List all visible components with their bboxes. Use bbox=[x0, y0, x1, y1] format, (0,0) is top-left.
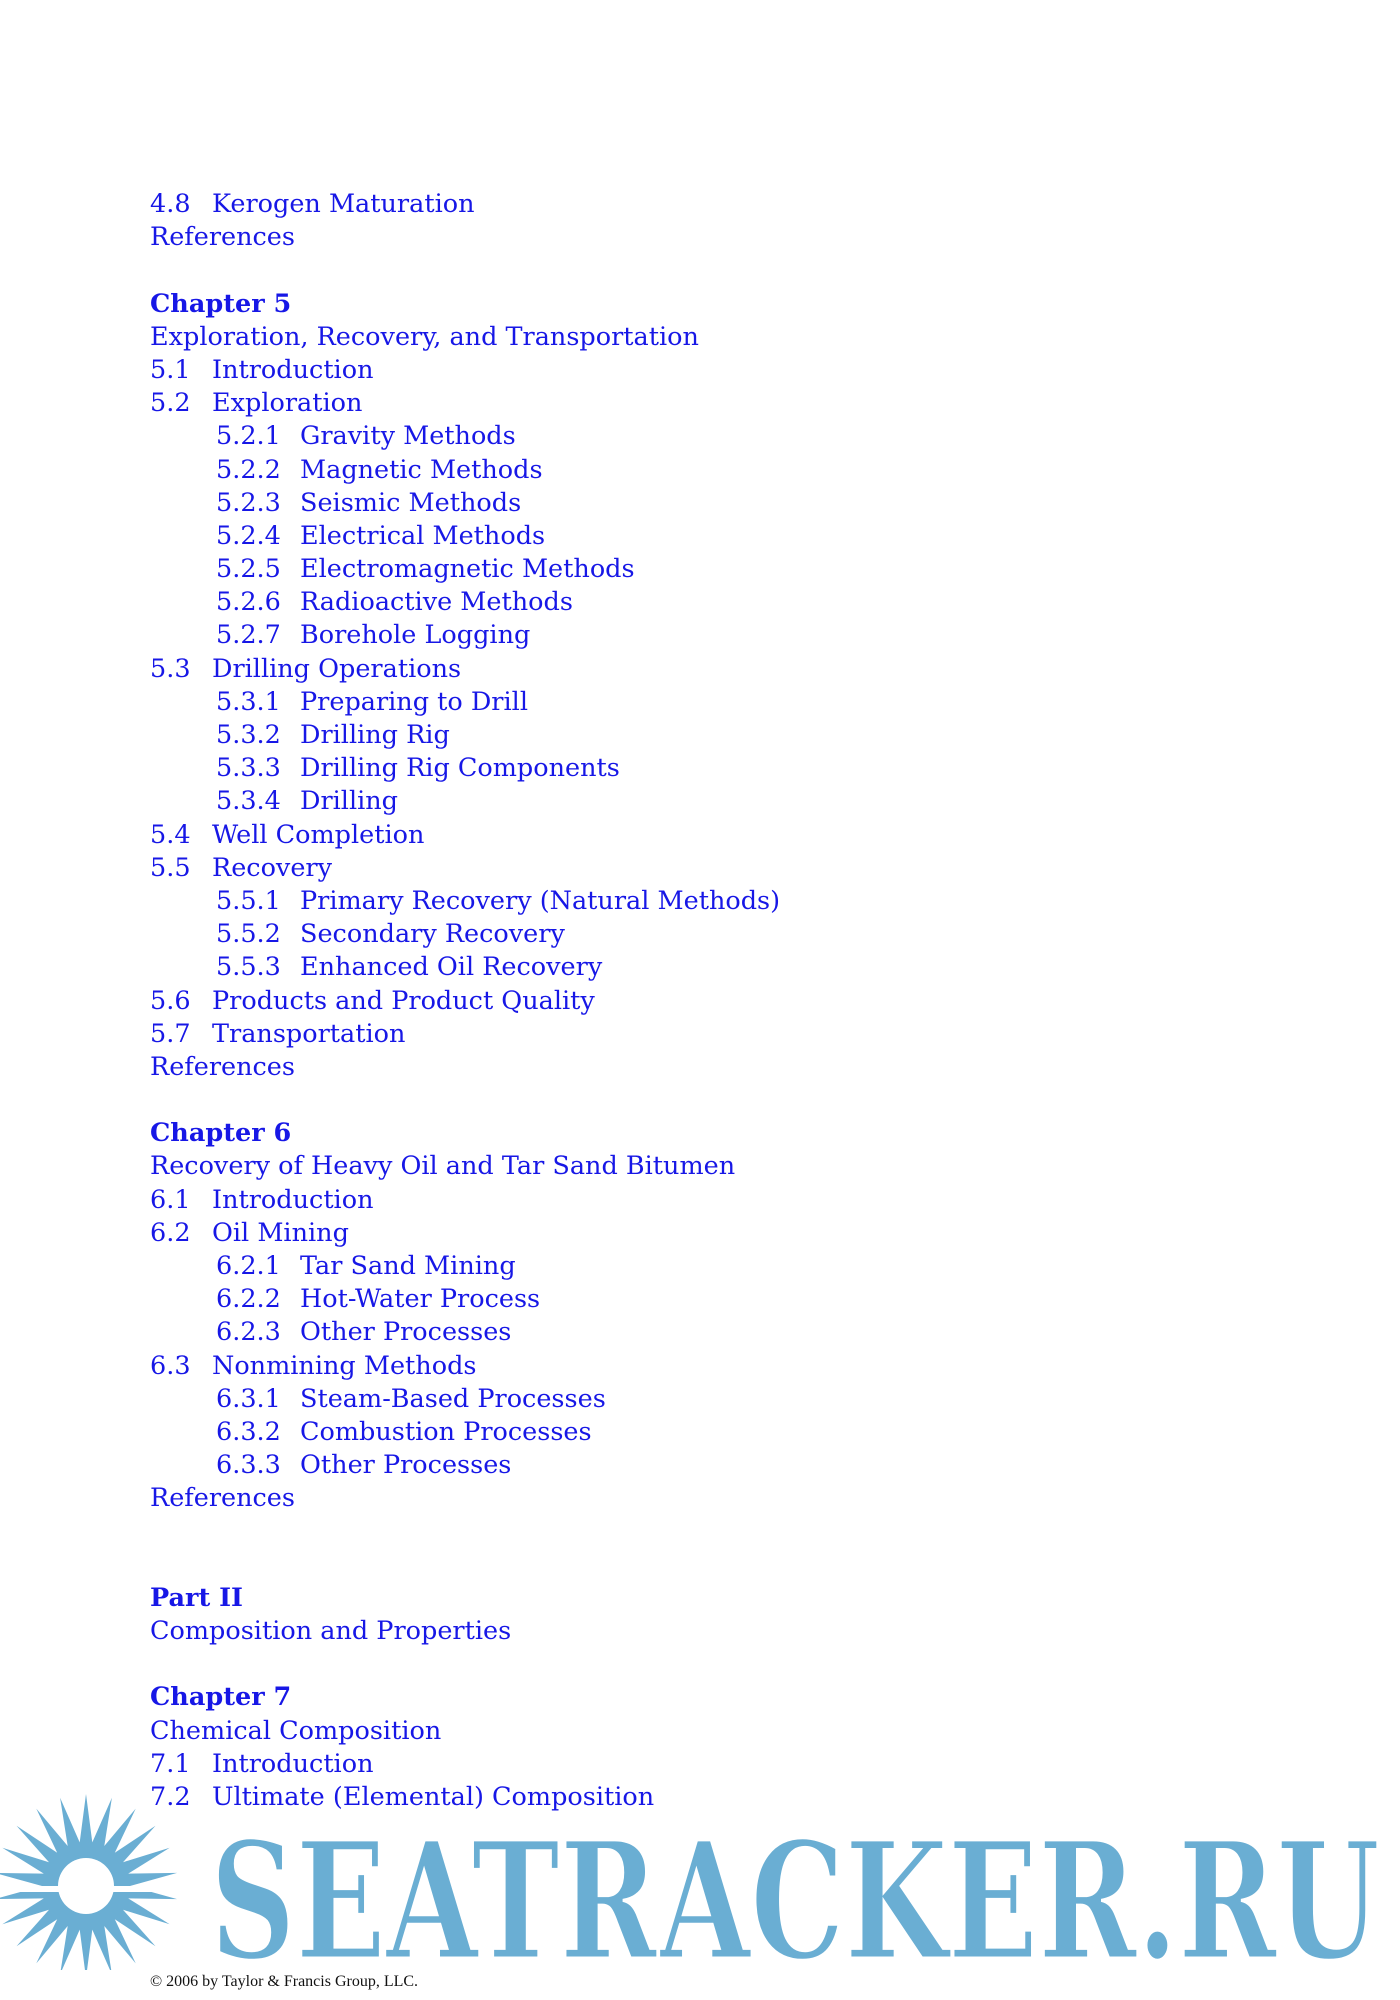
toc-entry[interactable] bbox=[150, 354, 1250, 387]
toc-entry-number: 5.5 bbox=[150, 852, 191, 883]
toc-entry-title: Other Processes bbox=[300, 1450, 512, 1481]
toc-entry-title: Radioactive Methods bbox=[300, 587, 573, 618]
chapter-7-title-text: Chemical Composition bbox=[150, 1715, 442, 1746]
toc-references-link[interactable] bbox=[150, 1051, 1250, 1084]
chapter-5-label[interactable] bbox=[150, 288, 1250, 321]
toc-subentry[interactable] bbox=[150, 1449, 1250, 1482]
toc-entry-title: Preparing to Drill bbox=[300, 686, 528, 717]
toc-entry-title: Drilling Rig bbox=[300, 720, 450, 750]
toc-entry-number: 5.2.3 bbox=[216, 487, 281, 518]
toc-entry-number: 5.7 bbox=[150, 1018, 191, 1049]
toc-entry-number: 6.2 bbox=[150, 1217, 191, 1248]
toc-entry-title: Transportation bbox=[212, 1018, 406, 1049]
copyright-notice: © 2006 by Taylor & Francis Group, LLC. bbox=[150, 1973, 419, 1990]
toc-subentry[interactable] bbox=[150, 918, 1250, 951]
toc-entry-number: 6.3.2 bbox=[216, 1416, 281, 1447]
toc-entry[interactable] bbox=[150, 1018, 1250, 1051]
toc-references-label: References bbox=[150, 1051, 295, 1082]
toc-entry-number: 5.2.4 bbox=[216, 520, 281, 551]
toc-entry-number: 5.2.2 bbox=[216, 454, 281, 485]
toc-subentry[interactable] bbox=[150, 420, 1250, 453]
toc-entry-title: Recovery bbox=[212, 852, 333, 883]
toc-entry-title: Electrical Methods bbox=[300, 520, 546, 551]
toc-subentry[interactable] bbox=[150, 553, 1250, 586]
toc-references-link[interactable] bbox=[150, 1482, 1250, 1515]
toc-entry-number: 6.3.3 bbox=[216, 1450, 281, 1481]
toc-subentry[interactable] bbox=[150, 785, 1250, 818]
chapter-6-label-text: Chapter 6 bbox=[150, 1118, 292, 1149]
toc-entry-number: 6.2.2 bbox=[216, 1284, 281, 1315]
toc-subentry[interactable] bbox=[150, 1383, 1250, 1416]
toc-entry-number: 5.5.3 bbox=[216, 952, 281, 983]
table-of-contents bbox=[150, 188, 1250, 1814]
toc-subentry[interactable] bbox=[150, 487, 1250, 520]
toc-entry-title: Drilling Rig Components bbox=[300, 753, 620, 784]
toc-entry-number: 5.2 bbox=[150, 388, 191, 419]
toc-entry-title: Gravity Methods bbox=[300, 421, 516, 452]
toc-entry-title: Introduction bbox=[212, 1748, 374, 1779]
toc-entry-title: Drilling Operations bbox=[212, 653, 462, 684]
part-2-title[interactable] bbox=[150, 1615, 1250, 1648]
toc-entry-title: Other Processes bbox=[300, 1317, 512, 1348]
toc-entry[interactable] bbox=[150, 819, 1250, 852]
toc-entry-title: Tar Sand Mining bbox=[300, 1251, 516, 1281]
toc-entry-title: Oil Mining bbox=[212, 1217, 349, 1248]
toc-entry-number: 5.3.4 bbox=[216, 786, 281, 817]
toc-entry-title: Secondary Recovery bbox=[300, 919, 565, 950]
chapter-5-title[interactable] bbox=[150, 321, 1250, 354]
chapter-7-title[interactable] bbox=[150, 1715, 1250, 1748]
toc-entry-title: Primary Recovery (Natural Methods) bbox=[300, 885, 781, 916]
toc-subentry[interactable] bbox=[150, 619, 1250, 652]
toc-references-label: References bbox=[150, 222, 295, 253]
toc-entry-number: 6.1 bbox=[150, 1184, 191, 1215]
toc-entry-title: Borehole Logging bbox=[300, 620, 531, 651]
toc-entry[interactable] bbox=[150, 852, 1250, 885]
toc-entry-number: 5.4 bbox=[150, 819, 191, 850]
chapter-7-label-text: Chapter 7 bbox=[150, 1682, 292, 1713]
toc-entry[interactable] bbox=[150, 1217, 1250, 1250]
sun-icon bbox=[0, 1794, 180, 1970]
toc-entry-number: 5.2.5 bbox=[216, 554, 281, 585]
toc-entry-number: 5.2.7 bbox=[216, 620, 281, 651]
chapter-6-label[interactable] bbox=[150, 1117, 1250, 1150]
toc-entry-title: Introduction bbox=[212, 1184, 374, 1215]
toc-entry-title: Nonmining Methods bbox=[212, 1350, 477, 1381]
toc-subentry[interactable] bbox=[150, 1316, 1250, 1349]
toc-entry-number: 5.3.1 bbox=[216, 686, 281, 717]
toc-entry-title: Exploration bbox=[212, 388, 363, 419]
part-2-label-text: Part II bbox=[150, 1582, 243, 1613]
toc-entry-number: 4.8 bbox=[150, 189, 191, 219]
toc-entry[interactable] bbox=[150, 1748, 1250, 1781]
toc-subentry[interactable] bbox=[150, 454, 1250, 487]
toc-entry-title: Electromagnetic Methods bbox=[300, 554, 635, 585]
toc-entry-number: 5.2.1 bbox=[216, 421, 281, 452]
toc-entry-number: 6.3 bbox=[150, 1350, 191, 1381]
toc-subentry[interactable] bbox=[150, 1250, 1250, 1283]
toc-entry-number: 7.2 bbox=[150, 1782, 191, 1813]
toc-subentry[interactable] bbox=[150, 686, 1250, 719]
toc-entry[interactable] bbox=[150, 1184, 1250, 1217]
toc-entry-title: Products and Product Quality bbox=[212, 985, 595, 1016]
toc-entry-title: Combustion Processes bbox=[300, 1416, 592, 1447]
toc-entry-number: 7.1 bbox=[150, 1748, 191, 1779]
chapter-5-title-text: Exploration, Recovery, and Transportation bbox=[150, 321, 699, 352]
toc-subentry[interactable] bbox=[150, 951, 1250, 984]
toc-entry-number: 5.3.2 bbox=[216, 720, 281, 750]
toc-subentry[interactable] bbox=[150, 1283, 1250, 1316]
toc-entry[interactable] bbox=[150, 188, 1250, 221]
toc-entry-title: Steam-Based Processes bbox=[300, 1383, 606, 1414]
toc-entry-title: Enhanced Oil Recovery bbox=[300, 952, 603, 983]
part-2-label[interactable] bbox=[150, 1582, 1250, 1615]
toc-entry-number: 6.2.1 bbox=[216, 1251, 281, 1281]
toc-entry-number: 5.5.1 bbox=[216, 885, 281, 916]
toc-subentry[interactable] bbox=[150, 1416, 1250, 1449]
toc-entry-title: Introduction bbox=[212, 354, 374, 385]
toc-entry-title: Drilling bbox=[300, 786, 399, 817]
toc-subentry[interactable] bbox=[150, 885, 1250, 918]
toc-subentry[interactable] bbox=[150, 520, 1250, 553]
toc-references-label: References bbox=[150, 1483, 295, 1514]
toc-entry-title: Well Completion bbox=[212, 819, 425, 850]
watermark-text: SEATRACKER.RU bbox=[210, 1807, 1380, 1970]
toc-entry[interactable] bbox=[150, 653, 1250, 686]
toc-entry-title: Ultimate (Elemental) Composition bbox=[212, 1782, 655, 1813]
toc-entry-title: Hot-Water Process bbox=[300, 1284, 541, 1315]
toc-entry-number: 6.2.3 bbox=[216, 1317, 281, 1348]
toc-subentry[interactable] bbox=[150, 719, 1250, 752]
toc-entry[interactable] bbox=[150, 387, 1250, 420]
chapter-6-title[interactable] bbox=[150, 1150, 1250, 1183]
toc-entry[interactable] bbox=[150, 985, 1250, 1018]
chapter-7-label[interactable] bbox=[150, 1681, 1250, 1714]
toc-references-link[interactable] bbox=[150, 221, 1250, 254]
toc-entry-number: 5.1 bbox=[150, 354, 191, 385]
toc-entry[interactable] bbox=[150, 1350, 1250, 1383]
toc-entry-title: Seismic Methods bbox=[300, 487, 522, 518]
part-2-title-text: Composition and Properties bbox=[150, 1616, 512, 1647]
chapter-6-title-text: Recovery of Heavy Oil and Tar Sand Bitumen bbox=[150, 1151, 736, 1182]
chapter-5-label-text: Chapter 5 bbox=[150, 288, 292, 319]
toc-entry-number: 5.3.3 bbox=[216, 753, 281, 784]
toc-entry-number: 5.3 bbox=[150, 653, 191, 684]
toc-entry-title: Magnetic Methods bbox=[300, 454, 543, 485]
watermark-logo bbox=[0, 1790, 1400, 1970]
toc-subentry[interactable] bbox=[150, 586, 1250, 619]
toc-entry-number: 5.5.2 bbox=[216, 919, 281, 950]
toc-entry-number: 5.2.6 bbox=[216, 587, 281, 618]
toc-entry-number: 6.3.1 bbox=[216, 1383, 281, 1414]
toc-entry-title: Kerogen Maturation bbox=[212, 189, 475, 219]
toc-subentry[interactable] bbox=[150, 752, 1250, 785]
toc-entry-number: 5.6 bbox=[150, 985, 191, 1016]
